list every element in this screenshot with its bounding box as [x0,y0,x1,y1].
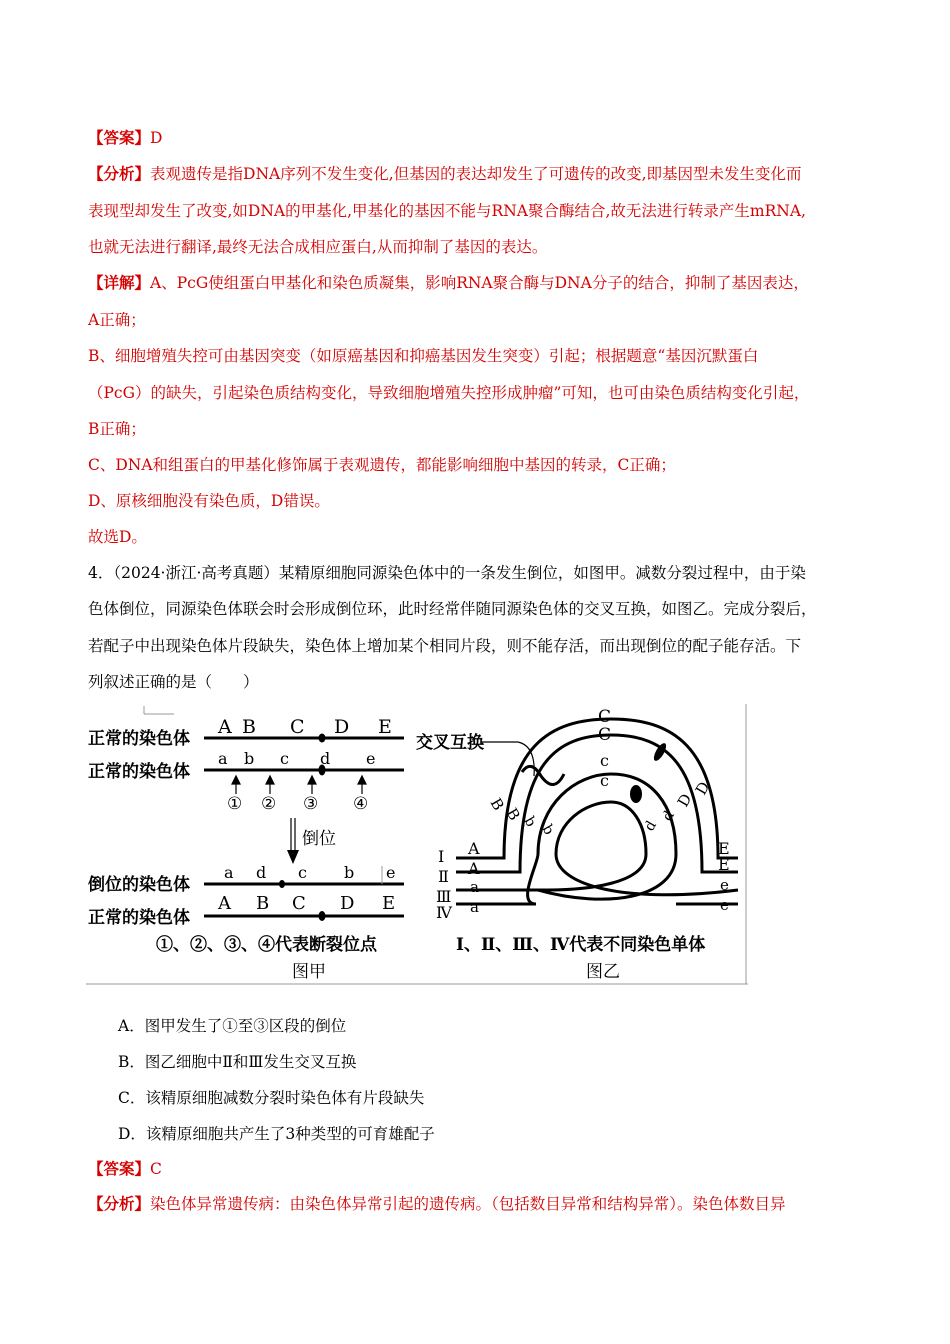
figure-yi-legend: Ⅰ、Ⅱ、Ⅲ、Ⅳ代表不同染色单体 [456,935,706,955]
chromatid-label: Ⅱ [438,867,449,886]
gene-label: b [244,749,255,768]
q4-analysis-line: 【分析】染色体异常遗传病：由染色体异常引起的遗传病。（包括数目异常和结构异常）。染色体数目异 [88,1194,786,1213]
gene-label: E [718,855,730,874]
option-a: A．图甲发生了①至③区段的倒位 [118,1017,347,1035]
gene-label: C [598,725,612,745]
gene-label: E [378,716,392,738]
gene-label: c [600,751,609,770]
gene-label: a [224,863,234,882]
q3-analysis-line-2: 表现型却发生了改变,如DNA的甲基化,甲基化的基因不能与RNA聚合酶结合,故无法进行转录产生mRNA, [88,202,806,220]
normal-chrom-label: 正常的染色体 [88,762,190,782]
chromatid-III [456,802,738,895]
gene-label: e [366,749,376,768]
chromatid-label: Ⅲ [436,887,452,906]
chromatid-label: Ⅰ [438,847,445,866]
gene-label: a [218,749,228,768]
centromere [630,785,642,803]
gene-label: d [256,863,267,882]
gene-label: A [468,839,480,858]
gene-label: d [320,749,331,768]
q4-stem-line-3: 若配子中出现染色体片段缺失，染色体上增加某个相同片段，则不能存活，而出现倒位的配子能存活。下 [88,637,802,655]
gene-label: E [382,893,396,914]
answer-tag: 【答案】 [88,128,151,147]
gene-label: D [334,716,350,738]
break-point-label: ② [261,794,277,814]
q3-detail-line-1: 【详解】A、PcG使组蛋白甲基化和染色质凝集，影响RNA聚合酶与DNA分子的结合，抑制了基因表达， [88,273,809,292]
gene-label: A [218,716,232,738]
q3-answer-line [88,128,162,148]
gene-label: B [256,893,270,914]
q4-stem-line-1: 4．（2024·浙江·高考真题）某精原细胞同源染色体中的一条发生倒位，如图甲。减数分裂过程中，由于染 [88,564,806,582]
gene-label: b [520,814,539,830]
detail-tag: 【详解】 [88,273,151,292]
break-point-label: ③ [303,794,319,814]
gene-label: b [538,822,557,838]
figure-yi-caption: 图乙 [586,962,620,982]
figure-svg [86,704,748,986]
chromatid-IV [456,774,676,904]
gene-label: C [292,893,306,914]
crossover-label: 交叉互换 [416,733,484,753]
answer-tag: 【答案】 [88,1159,151,1178]
answer-value: C [150,1160,162,1178]
crossover-point [522,766,564,784]
q3-detail-line-8: 故选D。 [88,528,147,546]
gene-label: C [290,716,305,738]
gene-label: d [641,818,660,834]
centromere [319,911,326,921]
gene-label: B [502,805,524,824]
gene-label: c [280,749,289,768]
analysis-tag: 【分析】 [88,1194,151,1213]
gene-label: e [386,863,396,882]
gene-label: C [598,707,612,727]
gene-label: e [720,876,729,894]
normal-chrom-label: 正常的染色体 [88,908,190,928]
gene-label: e [720,896,729,914]
option-d: D．该精原细胞共产生了3种类型的可育雄配子 [118,1125,435,1143]
gene-label: E [718,839,730,858]
gene-label: A [218,893,231,914]
q3-detail-line-6: C、DNA和组蛋白的甲基化修饰属于表观遗传，都能影响细胞中基因的转录，C正确； [88,456,676,474]
analysis-tag: 【分析】 [88,164,151,183]
figure-jia-legend: ①、②、③、④代表断裂位点 [156,935,377,955]
option-b: B．图乙细胞中Ⅱ和Ⅲ发生交叉互换 [118,1053,357,1071]
q3-detail-line-4: （PcG）的缺失，引起染色质结构变化，导致细胞增殖失控形成肿瘤”可知，也可由染色质结构变化引起， [88,384,810,402]
inversion-label: 倒位 [302,829,336,849]
figure-jia-caption: 图甲 [292,962,326,982]
q3-detail-line-5: B正确； [88,420,146,438]
gene-label: D [691,778,714,798]
answer-value: D [150,129,163,147]
normal-chrom-label: 正常的染色体 [88,729,190,749]
q3-detail-line-7: D、原核细胞没有染色质，D错误。 [88,492,330,510]
q3-detail-line-3: B、细胞增殖失控可由基因突变（如原癌基因和抑癌基因发生突变）引起；根据题意“基因沉默蛋白 [88,347,759,365]
inverted-chrom-label: 倒位的染色体 [88,875,190,895]
q4-stem-line-4: 列叙述正确的是（ ） [88,673,259,691]
gene-label: B [486,795,508,814]
gene-label: B [242,716,256,738]
gene-label: c [298,863,307,882]
centromere [319,734,326,743]
gene-label: D [673,790,696,810]
break-point-label: ④ [353,794,369,814]
chromosome-figure [86,704,748,986]
centromere [279,880,285,888]
figure-jia [88,716,404,982]
gene-label: a [470,898,479,916]
q4-answer-line [88,1159,162,1179]
q3-analysis-line-1: 【分析】表观遗传是指DNA序列不发生变化,但基因的表达却发生了可遗传的改变,即基因型未发生变化而 [88,164,802,183]
gene-label: D [340,893,355,914]
gene-label: d [659,808,678,824]
gene-label: b [344,863,355,882]
gene-label: a [470,878,479,896]
q4-stem-line-2: 色体倒位，同源染色体联会时会形成倒位环，此时经常伴随同源染色体的交叉互换，如图乙。完成分裂后， [88,600,817,618]
option-c: C．该精原细胞减数分裂时染色体有片段缺失 [118,1089,425,1107]
q3-detail-line-2: A正确； [88,311,146,329]
gene-label: c [600,771,609,790]
break-point-label: ① [227,794,243,814]
figure-yi [416,707,738,982]
chromatid-label: Ⅳ [436,903,452,922]
q3-analysis-line-3: 也就无法进行翻译,最终无法合成相应蛋白,从而抑制了基因的表达。 [88,238,548,256]
gene-label: A [468,859,480,878]
